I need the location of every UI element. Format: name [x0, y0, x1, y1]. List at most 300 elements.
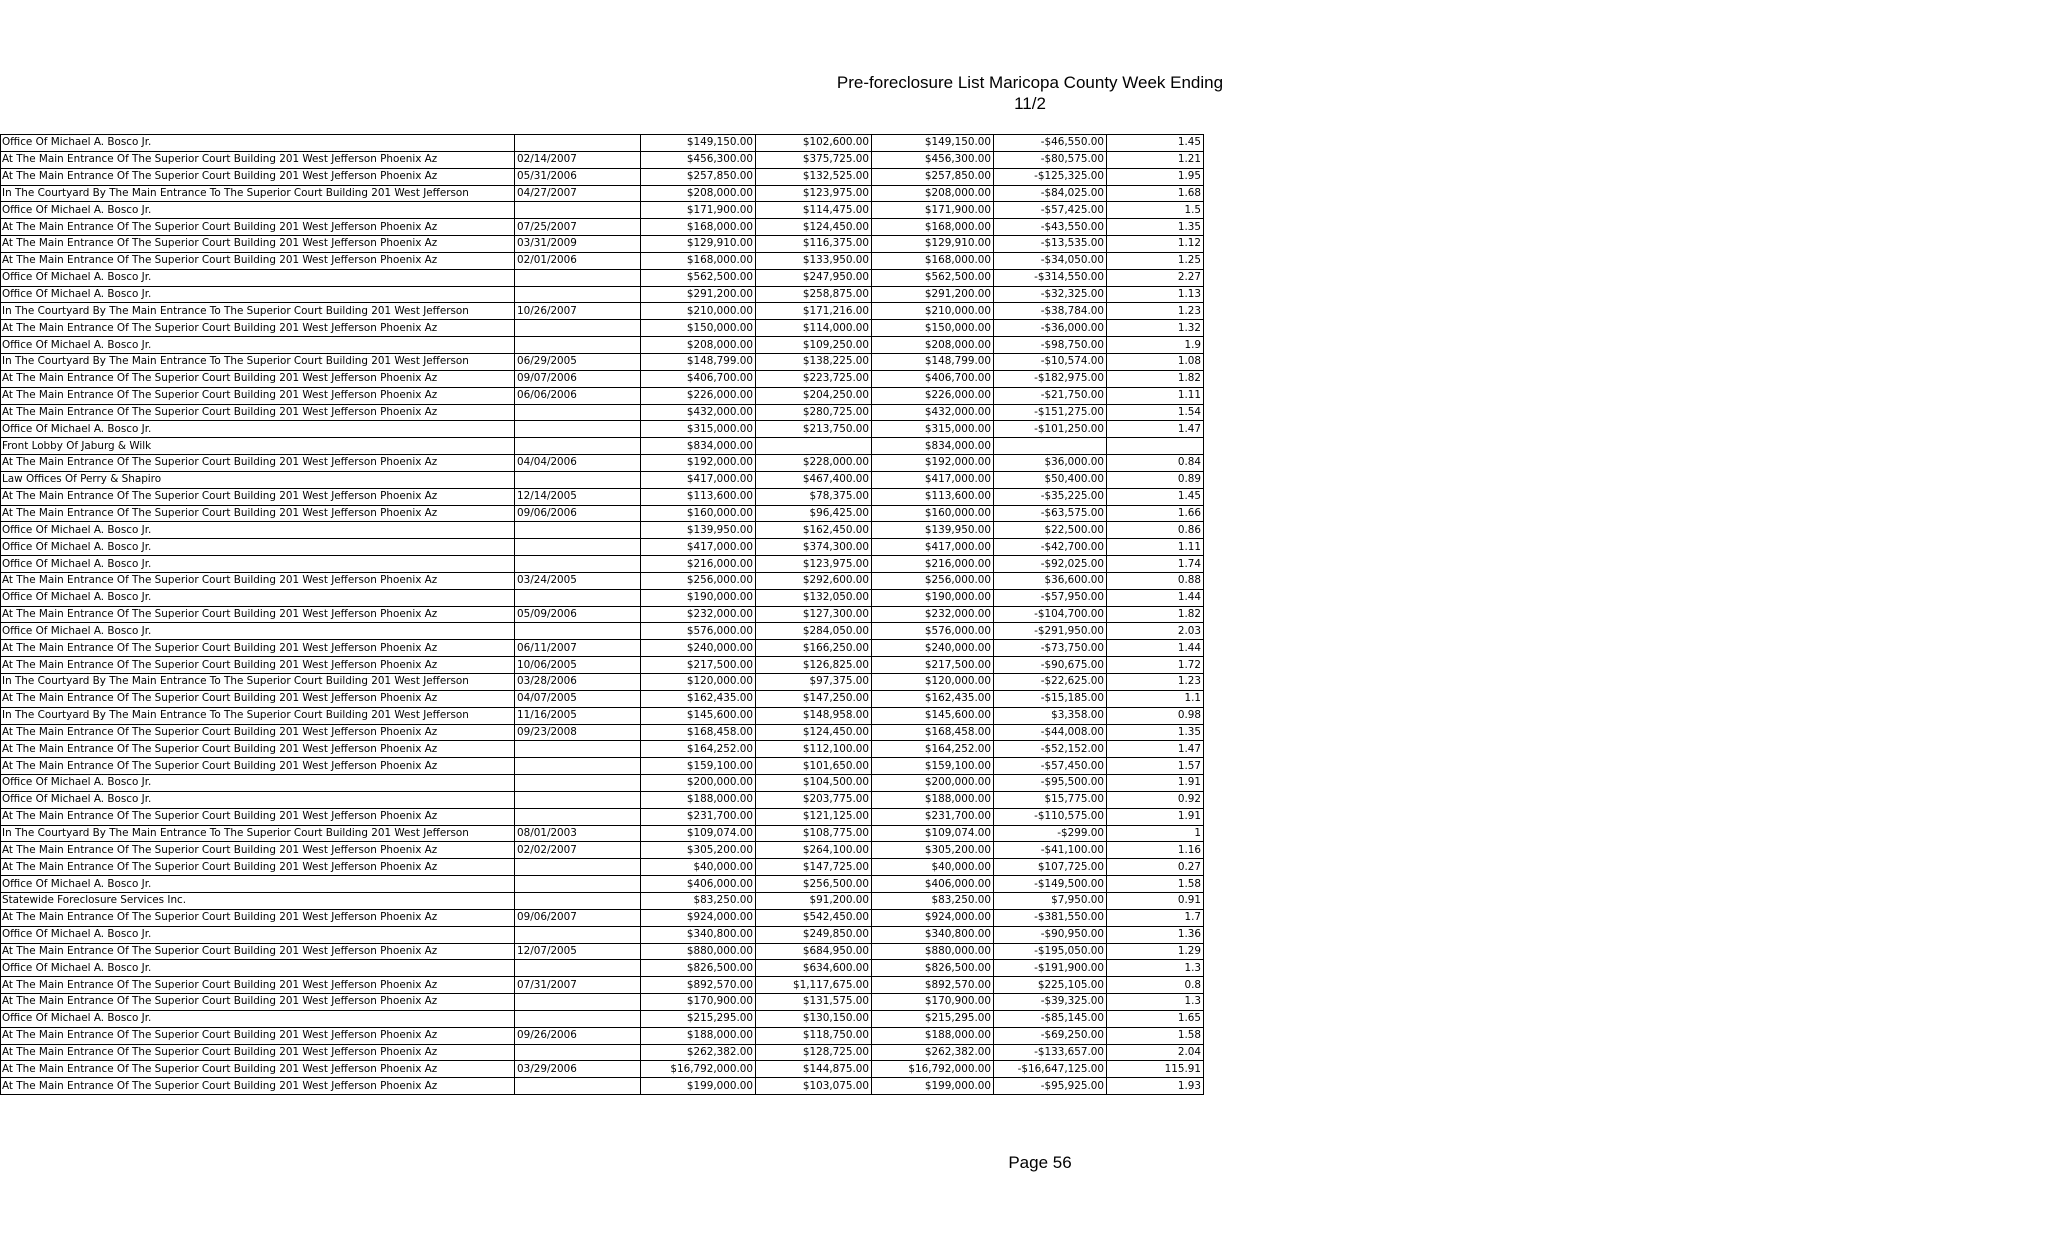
date-cell: 04/04/2006	[515, 455, 641, 472]
table-row	[1, 842, 1204, 859]
amount-cell: $226,000.00	[641, 387, 756, 404]
table-row	[1, 1044, 1204, 1061]
difference-cell: -$63,575.00	[994, 505, 1107, 522]
date-cell	[515, 994, 641, 1011]
value-cell: $171,216.00	[756, 303, 872, 320]
date-cell	[515, 421, 641, 438]
difference-cell: $7,950.00	[994, 892, 1107, 909]
location-cell: Office Of Michael A. Bosco Jr.	[1, 623, 515, 640]
amount-cell: $164,252.00	[641, 741, 756, 758]
table-row	[1, 303, 1204, 320]
amount-cell: $417,000.00	[641, 471, 756, 488]
table-row	[1, 471, 1204, 488]
amount-cell: $162,435.00	[641, 690, 756, 707]
amount-cell: $145,600.00	[641, 707, 756, 724]
location-cell: Office Of Michael A. Bosco Jr.	[1, 791, 515, 808]
difference-cell: -$85,145.00	[994, 1010, 1107, 1027]
difference-cell: -$90,950.00	[994, 926, 1107, 943]
difference-cell: -$95,925.00	[994, 1078, 1107, 1095]
difference-cell: -$98,750.00	[994, 337, 1107, 354]
ratio-cell: 1.47	[1107, 741, 1204, 758]
location-cell: At The Main Entrance Of The Superior Court Building 201 West Jefferson Phoenix Az	[1, 741, 515, 758]
value-cell: $123,975.00	[756, 556, 872, 573]
table-row	[1, 168, 1204, 185]
balance-cell: $226,000.00	[872, 387, 994, 404]
date-cell	[515, 589, 641, 606]
value-cell: $204,250.00	[756, 387, 872, 404]
ratio-cell: 1.7	[1107, 909, 1204, 926]
difference-cell: -$41,100.00	[994, 842, 1107, 859]
ratio-cell: 1.16	[1107, 842, 1204, 859]
amount-cell: $217,500.00	[641, 657, 756, 674]
value-cell: $78,375.00	[756, 488, 872, 505]
ratio-cell: 1.08	[1107, 353, 1204, 370]
difference-cell: -$299.00	[994, 825, 1107, 842]
table-row	[1, 1061, 1204, 1078]
location-cell: At The Main Entrance Of The Superior Court Building 201 West Jefferson Phoenix Az	[1, 168, 515, 185]
amount-cell: $291,200.00	[641, 286, 756, 303]
table-row	[1, 741, 1204, 758]
ratio-cell: 1.72	[1107, 657, 1204, 674]
balance-cell: $16,792,000.00	[872, 1061, 994, 1078]
ratio-cell: 0.8	[1107, 977, 1204, 994]
table-row	[1, 202, 1204, 219]
ratio-cell: 1.5	[1107, 202, 1204, 219]
balance-cell: $406,000.00	[872, 876, 994, 893]
table-row	[1, 707, 1204, 724]
location-cell: Office Of Michael A. Bosco Jr.	[1, 960, 515, 977]
difference-cell: -$32,325.00	[994, 286, 1107, 303]
balance-cell: $192,000.00	[872, 455, 994, 472]
date-cell	[515, 404, 641, 421]
difference-cell: -$39,325.00	[994, 994, 1107, 1011]
location-cell: In The Courtyard By The Main Entrance To The Superior Court Building 201 West Jefferson	[1, 185, 515, 202]
value-cell: $147,725.00	[756, 859, 872, 876]
balance-cell: $113,600.00	[872, 488, 994, 505]
date-cell: 04/07/2005	[515, 690, 641, 707]
balance-cell: $170,900.00	[872, 994, 994, 1011]
location-cell: Office Of Michael A. Bosco Jr.	[1, 539, 515, 556]
balance-cell: $83,250.00	[872, 892, 994, 909]
ratio-cell: 1.13	[1107, 286, 1204, 303]
amount-cell: $232,000.00	[641, 606, 756, 623]
value-cell: $97,375.00	[756, 674, 872, 691]
ratio-cell: 1.74	[1107, 556, 1204, 573]
location-cell: Office Of Michael A. Bosco Jr.	[1, 421, 515, 438]
value-cell: $147,250.00	[756, 690, 872, 707]
difference-cell: -$22,625.00	[994, 674, 1107, 691]
amount-cell: $129,910.00	[641, 236, 756, 253]
location-cell: At The Main Entrance Of The Superior Court Building 201 West Jefferson Phoenix Az	[1, 842, 515, 859]
balance-cell: $40,000.00	[872, 859, 994, 876]
amount-cell: $576,000.00	[641, 623, 756, 640]
difference-cell: -$57,950.00	[994, 589, 1107, 606]
ratio-cell: 1.91	[1107, 808, 1204, 825]
location-cell: Law Offices Of Perry & Shapiro	[1, 471, 515, 488]
location-cell: At The Main Entrance Of The Superior Court Building 201 West Jefferson Phoenix Az	[1, 859, 515, 876]
location-cell: Office Of Michael A. Bosco Jr.	[1, 135, 515, 152]
ratio-cell: 1.91	[1107, 775, 1204, 792]
location-cell: At The Main Entrance Of The Superior Court Building 201 West Jefferson Phoenix Az	[1, 219, 515, 236]
difference-cell: $3,358.00	[994, 707, 1107, 724]
difference-cell: -$101,250.00	[994, 421, 1107, 438]
balance-cell: $208,000.00	[872, 185, 994, 202]
value-cell: $249,850.00	[756, 926, 872, 943]
difference-cell: -$44,008.00	[994, 724, 1107, 741]
table-row	[1, 859, 1204, 876]
ratio-cell: 0.98	[1107, 707, 1204, 724]
difference-cell: -$92,025.00	[994, 556, 1107, 573]
ratio-cell: 1.11	[1107, 387, 1204, 404]
table-row	[1, 505, 1204, 522]
date-cell	[515, 471, 641, 488]
date-cell	[515, 758, 641, 775]
balance-cell: $190,000.00	[872, 589, 994, 606]
location-cell: At The Main Entrance Of The Superior Court Building 201 West Jefferson Phoenix Az	[1, 387, 515, 404]
date-cell: 09/26/2006	[515, 1027, 641, 1044]
balance-cell: $340,800.00	[872, 926, 994, 943]
page-title: Pre-foreclosure List	[836, 73, 985, 92]
difference-cell: -$52,152.00	[994, 741, 1107, 758]
location-cell: At The Main Entrance Of The Superior Court Building 201 West Jefferson Phoenix Az	[1, 1044, 515, 1061]
table-row	[1, 589, 1204, 606]
location-cell: At The Main Entrance Of The Superior Court Building 201 West Jefferson Phoenix Az	[1, 943, 515, 960]
value-cell: $128,725.00	[756, 1044, 872, 1061]
amount-cell: $113,600.00	[641, 488, 756, 505]
value-cell: $247,950.00	[756, 269, 872, 286]
date-cell: 03/31/2009	[515, 236, 641, 253]
value-cell: $127,300.00	[756, 606, 872, 623]
amount-cell: $149,150.00	[641, 135, 756, 152]
balance-cell: $216,000.00	[872, 556, 994, 573]
balance-cell: $168,458.00	[872, 724, 994, 741]
balance-cell: $240,000.00	[872, 640, 994, 657]
date-cell	[515, 926, 641, 943]
balance-cell: $199,000.00	[872, 1078, 994, 1095]
table-row	[1, 522, 1204, 539]
value-cell: $203,775.00	[756, 791, 872, 808]
table-row	[1, 556, 1204, 573]
table-row	[1, 455, 1204, 472]
location-cell: At The Main Entrance Of The Superior Court Building 201 West Jefferson Phoenix Az	[1, 370, 515, 387]
amount-cell: $188,000.00	[641, 1027, 756, 1044]
difference-cell: $36,000.00	[994, 455, 1107, 472]
location-cell: At The Main Entrance Of The Superior Court Building 201 West Jefferson Phoenix Az	[1, 236, 515, 253]
foreclosure-table	[0, 134, 1204, 1095]
difference-cell: $107,725.00	[994, 859, 1107, 876]
ratio-cell: 1.9	[1107, 337, 1204, 354]
balance-cell: $217,500.00	[872, 657, 994, 674]
amount-cell: $210,000.00	[641, 303, 756, 320]
location-cell: In The Courtyard By The Main Entrance To The Superior Court Building 201 West Jefferson	[1, 303, 515, 320]
balance-cell: $129,910.00	[872, 236, 994, 253]
value-cell: $109,250.00	[756, 337, 872, 354]
location-cell: At The Main Entrance Of The Superior Court Building 201 West Jefferson Phoenix Az	[1, 572, 515, 589]
ratio-cell: 0.27	[1107, 859, 1204, 876]
table-row	[1, 994, 1204, 1011]
difference-cell: -$95,500.00	[994, 775, 1107, 792]
date-cell	[515, 286, 641, 303]
table-row	[1, 353, 1204, 370]
date-cell: 03/29/2006	[515, 1061, 641, 1078]
ratio-cell	[1107, 438, 1204, 455]
date-cell	[515, 1044, 641, 1061]
location-cell: At The Main Entrance Of The Superior Court Building 201 West Jefferson Phoenix Az	[1, 1078, 515, 1095]
ratio-cell: 1.12	[1107, 236, 1204, 253]
date-cell: 09/07/2006	[515, 370, 641, 387]
table-row	[1, 977, 1204, 994]
table-row	[1, 825, 1204, 842]
difference-cell: -$13,535.00	[994, 236, 1107, 253]
table-row	[1, 236, 1204, 253]
date-cell	[515, 775, 641, 792]
balance-cell: $160,000.00	[872, 505, 994, 522]
balance-cell: $576,000.00	[872, 623, 994, 640]
date-cell	[515, 337, 641, 354]
balance-cell: $880,000.00	[872, 943, 994, 960]
value-cell: $634,600.00	[756, 960, 872, 977]
location-cell: At The Main Entrance Of The Superior Court Building 201 West Jefferson Phoenix Az	[1, 977, 515, 994]
table-body	[1, 135, 1204, 1095]
value-cell: $114,475.00	[756, 202, 872, 219]
ratio-cell: 1.29	[1107, 943, 1204, 960]
amount-cell: $199,000.00	[641, 1078, 756, 1095]
date-cell	[515, 892, 641, 909]
balance-cell: $315,000.00	[872, 421, 994, 438]
date-cell	[515, 269, 641, 286]
difference-cell: -$36,000.00	[994, 320, 1107, 337]
table-row	[1, 1010, 1204, 1027]
date-cell	[515, 876, 641, 893]
difference-cell: -$291,950.00	[994, 623, 1107, 640]
value-cell: $130,150.00	[756, 1010, 872, 1027]
amount-cell: $192,000.00	[641, 455, 756, 472]
amount-cell: $256,000.00	[641, 572, 756, 589]
value-cell: $223,725.00	[756, 370, 872, 387]
table-row	[1, 808, 1204, 825]
date-cell: 11/16/2005	[515, 707, 641, 724]
date-cell: 12/14/2005	[515, 488, 641, 505]
ratio-cell: 0.84	[1107, 455, 1204, 472]
value-cell: $375,725.00	[756, 151, 872, 168]
table-row	[1, 791, 1204, 808]
date-cell: 09/06/2007	[515, 909, 641, 926]
date-cell: 08/01/2003	[515, 825, 641, 842]
date-cell	[515, 539, 641, 556]
balance-cell: $834,000.00	[872, 438, 994, 455]
date-cell: 04/27/2007	[515, 185, 641, 202]
date-cell	[515, 1078, 641, 1095]
location-cell: At The Main Entrance Of The Superior Court Building 201 West Jefferson Phoenix Az	[1, 909, 515, 926]
balance-cell: $210,000.00	[872, 303, 994, 320]
ratio-cell: 1.82	[1107, 606, 1204, 623]
date-cell: 07/31/2007	[515, 977, 641, 994]
location-cell: At The Main Entrance Of The Superior Court Building 201 West Jefferson Phoenix Az	[1, 994, 515, 1011]
amount-cell: $109,074.00	[641, 825, 756, 842]
table-row	[1, 943, 1204, 960]
value-cell: $118,750.00	[756, 1027, 872, 1044]
location-cell: At The Main Entrance Of The Superior Court Building 201 West Jefferson Phoenix Az	[1, 724, 515, 741]
amount-cell: $168,000.00	[641, 252, 756, 269]
difference-cell: $22,500.00	[994, 522, 1107, 539]
table-row	[1, 1078, 1204, 1095]
ratio-cell: 1.44	[1107, 589, 1204, 606]
ratio-cell: 1.23	[1107, 674, 1204, 691]
amount-cell: $208,000.00	[641, 185, 756, 202]
difference-cell: $36,600.00	[994, 572, 1107, 589]
value-cell: $292,600.00	[756, 572, 872, 589]
ratio-cell: 1.82	[1107, 370, 1204, 387]
date-cell	[515, 522, 641, 539]
table-row	[1, 185, 1204, 202]
table-row	[1, 438, 1204, 455]
difference-cell: -$90,675.00	[994, 657, 1107, 674]
ratio-cell: 2.04	[1107, 1044, 1204, 1061]
table-row	[1, 690, 1204, 707]
balance-cell: $257,850.00	[872, 168, 994, 185]
table-row	[1, 657, 1204, 674]
date-cell: 12/07/2005	[515, 943, 641, 960]
value-cell	[756, 438, 872, 455]
date-cell: 03/28/2006	[515, 674, 641, 691]
table-row	[1, 623, 1204, 640]
difference-cell: -$314,550.00	[994, 269, 1107, 286]
balance-cell: $168,000.00	[872, 252, 994, 269]
location-cell: Office Of Michael A. Bosco Jr.	[1, 202, 515, 219]
date-cell	[515, 202, 641, 219]
table-row	[1, 370, 1204, 387]
amount-cell: $190,000.00	[641, 589, 756, 606]
value-cell: $162,450.00	[756, 522, 872, 539]
date-cell: 06/11/2007	[515, 640, 641, 657]
location-cell: At The Main Entrance Of The Superior Court Building 201 West Jefferson Phoenix Az	[1, 252, 515, 269]
value-cell: $103,075.00	[756, 1078, 872, 1095]
location-cell: In The Courtyard By The Main Entrance To The Superior Court Building 201 West Jefferson	[1, 707, 515, 724]
ratio-cell: 0.89	[1107, 471, 1204, 488]
difference-cell: -$16,647,125.00	[994, 1061, 1107, 1078]
amount-cell: $240,000.00	[641, 640, 756, 657]
table-row	[1, 387, 1204, 404]
table-row	[1, 1027, 1204, 1044]
date-cell	[515, 135, 641, 152]
value-cell: $132,050.00	[756, 589, 872, 606]
location-cell: Office Of Michael A. Bosco Jr.	[1, 286, 515, 303]
balance-cell: $139,950.00	[872, 522, 994, 539]
amount-cell: $168,458.00	[641, 724, 756, 741]
date-cell	[515, 556, 641, 573]
amount-cell: $171,900.00	[641, 202, 756, 219]
amount-cell: $456,300.00	[641, 151, 756, 168]
amount-cell: $305,200.00	[641, 842, 756, 859]
date-cell	[515, 791, 641, 808]
ratio-cell: 0.92	[1107, 791, 1204, 808]
difference-cell: -$125,325.00	[994, 168, 1107, 185]
location-cell: In The Courtyard By The Main Entrance To The Superior Court Building 201 West Jefferson	[1, 674, 515, 691]
amount-cell: $315,000.00	[641, 421, 756, 438]
ratio-cell: 1.21	[1107, 151, 1204, 168]
date-cell: 09/06/2006	[515, 505, 641, 522]
balance-cell: $162,435.00	[872, 690, 994, 707]
balance-cell: $406,700.00	[872, 370, 994, 387]
ratio-cell: 1.65	[1107, 1010, 1204, 1027]
table-row	[1, 640, 1204, 657]
balance-cell: $232,000.00	[872, 606, 994, 623]
difference-cell: -$151,275.00	[994, 404, 1107, 421]
value-cell: $124,450.00	[756, 219, 872, 236]
ratio-cell: 0.86	[1107, 522, 1204, 539]
value-cell: $228,000.00	[756, 455, 872, 472]
balance-cell: $208,000.00	[872, 337, 994, 354]
amount-cell: $406,700.00	[641, 370, 756, 387]
ratio-cell: 1.32	[1107, 320, 1204, 337]
difference-cell: -$80,575.00	[994, 151, 1107, 168]
page-number: Page 56	[1008, 1153, 1072, 1172]
difference-cell: -$38,784.00	[994, 303, 1107, 320]
ratio-cell: 1.25	[1107, 252, 1204, 269]
location-cell: At The Main Entrance Of The Superior Court Building 201 West Jefferson Phoenix Az	[1, 151, 515, 168]
value-cell: $256,500.00	[756, 876, 872, 893]
value-cell: $91,200.00	[756, 892, 872, 909]
ratio-cell: 1.3	[1107, 994, 1204, 1011]
date-cell: 09/23/2008	[515, 724, 641, 741]
date-cell: 03/24/2005	[515, 572, 641, 589]
ratio-cell: 2.03	[1107, 623, 1204, 640]
date-cell: 06/29/2005	[515, 353, 641, 370]
balance-cell: $164,252.00	[872, 741, 994, 758]
amount-cell: $406,000.00	[641, 876, 756, 893]
amount-cell: $826,500.00	[641, 960, 756, 977]
page-header	[830, 72, 1230, 114]
location-cell: Office Of Michael A. Bosco Jr.	[1, 556, 515, 573]
difference-cell: -$104,700.00	[994, 606, 1107, 623]
amount-cell: $83,250.00	[641, 892, 756, 909]
value-cell: $264,100.00	[756, 842, 872, 859]
table-row	[1, 606, 1204, 623]
difference-cell: -$35,225.00	[994, 488, 1107, 505]
value-cell: $258,875.00	[756, 286, 872, 303]
difference-cell: -$10,574.00	[994, 353, 1107, 370]
table-row	[1, 404, 1204, 421]
table-row	[1, 724, 1204, 741]
balance-cell: $109,074.00	[872, 825, 994, 842]
date-cell	[515, 808, 641, 825]
difference-cell: -$46,550.00	[994, 135, 1107, 152]
location-cell: Office Of Michael A. Bosco Jr.	[1, 269, 515, 286]
ratio-cell: 1.35	[1107, 219, 1204, 236]
balance-cell: $148,799.00	[872, 353, 994, 370]
ratio-cell: 1.57	[1107, 758, 1204, 775]
balance-cell: $150,000.00	[872, 320, 994, 337]
amount-cell: $139,950.00	[641, 522, 756, 539]
location-cell: Front Lobby Of Jaburg & Wilk	[1, 438, 515, 455]
value-cell: $144,875.00	[756, 1061, 872, 1078]
date-cell	[515, 741, 641, 758]
amount-cell: $150,000.00	[641, 320, 756, 337]
date-cell	[515, 960, 641, 977]
location-cell: Office Of Michael A. Bosco Jr.	[1, 926, 515, 943]
amount-cell: $257,850.00	[641, 168, 756, 185]
difference-cell: -$34,050.00	[994, 252, 1107, 269]
amount-cell: $417,000.00	[641, 539, 756, 556]
location-cell: At The Main Entrance Of The Superior Court Building 201 West Jefferson Phoenix Az	[1, 1027, 515, 1044]
difference-cell	[994, 438, 1107, 455]
table-row	[1, 151, 1204, 168]
balance-cell: $924,000.00	[872, 909, 994, 926]
date-cell	[515, 623, 641, 640]
balance-cell: $305,200.00	[872, 842, 994, 859]
ratio-cell: 1.93	[1107, 1078, 1204, 1095]
balance-cell: $262,382.00	[872, 1044, 994, 1061]
